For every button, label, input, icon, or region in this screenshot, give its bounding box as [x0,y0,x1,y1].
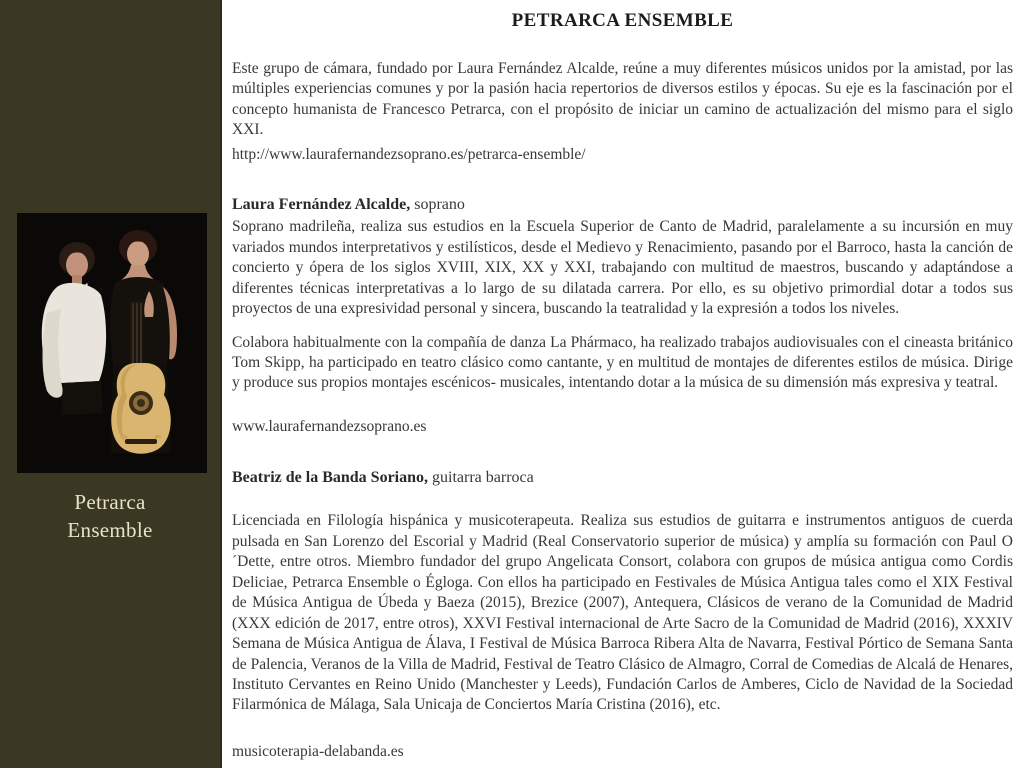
main-content [222,0,1024,768]
laura-website-link[interactable]: www.laurafernandezsoprano.es [232,417,427,435]
beatriz-role: guitarra barroca [432,469,534,487]
laura-bio-paragraph-2: Colabora habitualmente con la compañía de danza La Phármaco, ha realizado trabajos audiovisuales con el cineasta británico Tom Skipp, ha participado en teatro clásico como cantante, y en multitud de montajes de diferentes estilos de música. Dirige y produce sus propios montajes escénicos- musicales, intentando dotar a la música de su dimensión más expresiva y teatral. [232,333,1013,392]
beatriz-bio-paragraph: Licenciada en Filología hispánica y musicoterapeuta. Realiza sus estudios de guitarra e instrumentos antiguos de cuerda pulsada en San Lorenzo del Escorial y Madrid (Real Conservatorio superior de música) y amplía su formación con Paul O´Dette, entre otros. Miembro fundador del grupo Angelicata Consort, colabora con grupos de música antigua como Cordis Deliciae, Petrarca Ensemble o Égloga. Con ellos ha participado en Festivales de Música Antigua tales como el XIX Festival de Música Antigua de Úbeda y Baeza (2015), Brezice (2007), Antequera, Clásicos de verano de la Comunidad de Madrid (XXX edición de 2017, entre otros), XXVI Festival internacional de Arte Sacro de la Comunidad de Madrid (2016), XXXIV Semana de Música Antigua de Álava, I Festival de Música Barroca Ribera Alta de Navarra, Festival Pórtico de Semana Santa de Palencia, Veranos de la Villa de Madrid, Festival de Teatro Clásico de Almagro, Corral de Comedias de Alcalá de Henares, Instituto Cervantes en Reino Unido (Manchester y Leeds), Fundación Carlos de Amberes, Ciclo de Navidad de la Sociedad Filarmónica de Málaga, Sala Unicaja de Conciertos María Cristina (2016), etc. [232,512,1013,714]
laura-heading [232,196,1013,214]
ensemble-photo-illustration [17,213,207,473]
sidebar-caption [0,489,220,544]
petrarca-ensemble-link[interactable]: http://www.laurafernandezsoprano.es/petrarca-ensemble/ [232,145,586,163]
laura-name: Laura Fernández Alcalde, [232,196,411,214]
beatriz-heading [232,469,1013,487]
ensemble-photo [17,213,207,473]
page-title: PETRARCA ENSEMBLE [511,10,734,31]
laura-bio-paragraph-1: Soprano madrileña, realiza sus estudios en la Escuela Superior de Canto de Madrid, paralelamente a su incursión en muy variados mundos interpretativos y estilísticos, desde el Medievo y Renacimiento, pasando por el Barroco, hasta la canción de concierto y ópera de los siglos XVIII, XIX, XX y XXI, trabajando con multitud de maestros, buscando y adaptándose a diferentes técnicas interpretativas a lo largo de su dilatada carrera. Por ello, es su objetivo primordial dotar a todos sus proyectos de una expresividad personal y sincera, buscando la teatralidad y la expresión a todos los niveles. [232,218,1013,318]
beatriz-website-link[interactable]: musicoterapia-delabanda.es [232,742,404,760]
sidebar-caption-line1: Petrarca [74,490,146,514]
sidebar-caption-line2: Ensemble [67,517,153,542]
intro-paragraph: Este grupo de cámara, fundado por Laura Fernández Alcalde, reúne a muy diferentes músicos unidos por la amistad, por las múltiples experiencias comunes y por la pasión hacia repertorios de diversos estilos y épocas. Su eje es la fascinación por el concepto humanista de Francesco Petrarca, con el propósito de iniciar un camino de actualización del mismo para el siglo XXI. [232,60,1013,139]
sidebar [0,0,222,768]
beatriz-name: Beatriz de la Banda Soriano, [232,469,429,487]
laura-role: soprano [414,196,465,214]
